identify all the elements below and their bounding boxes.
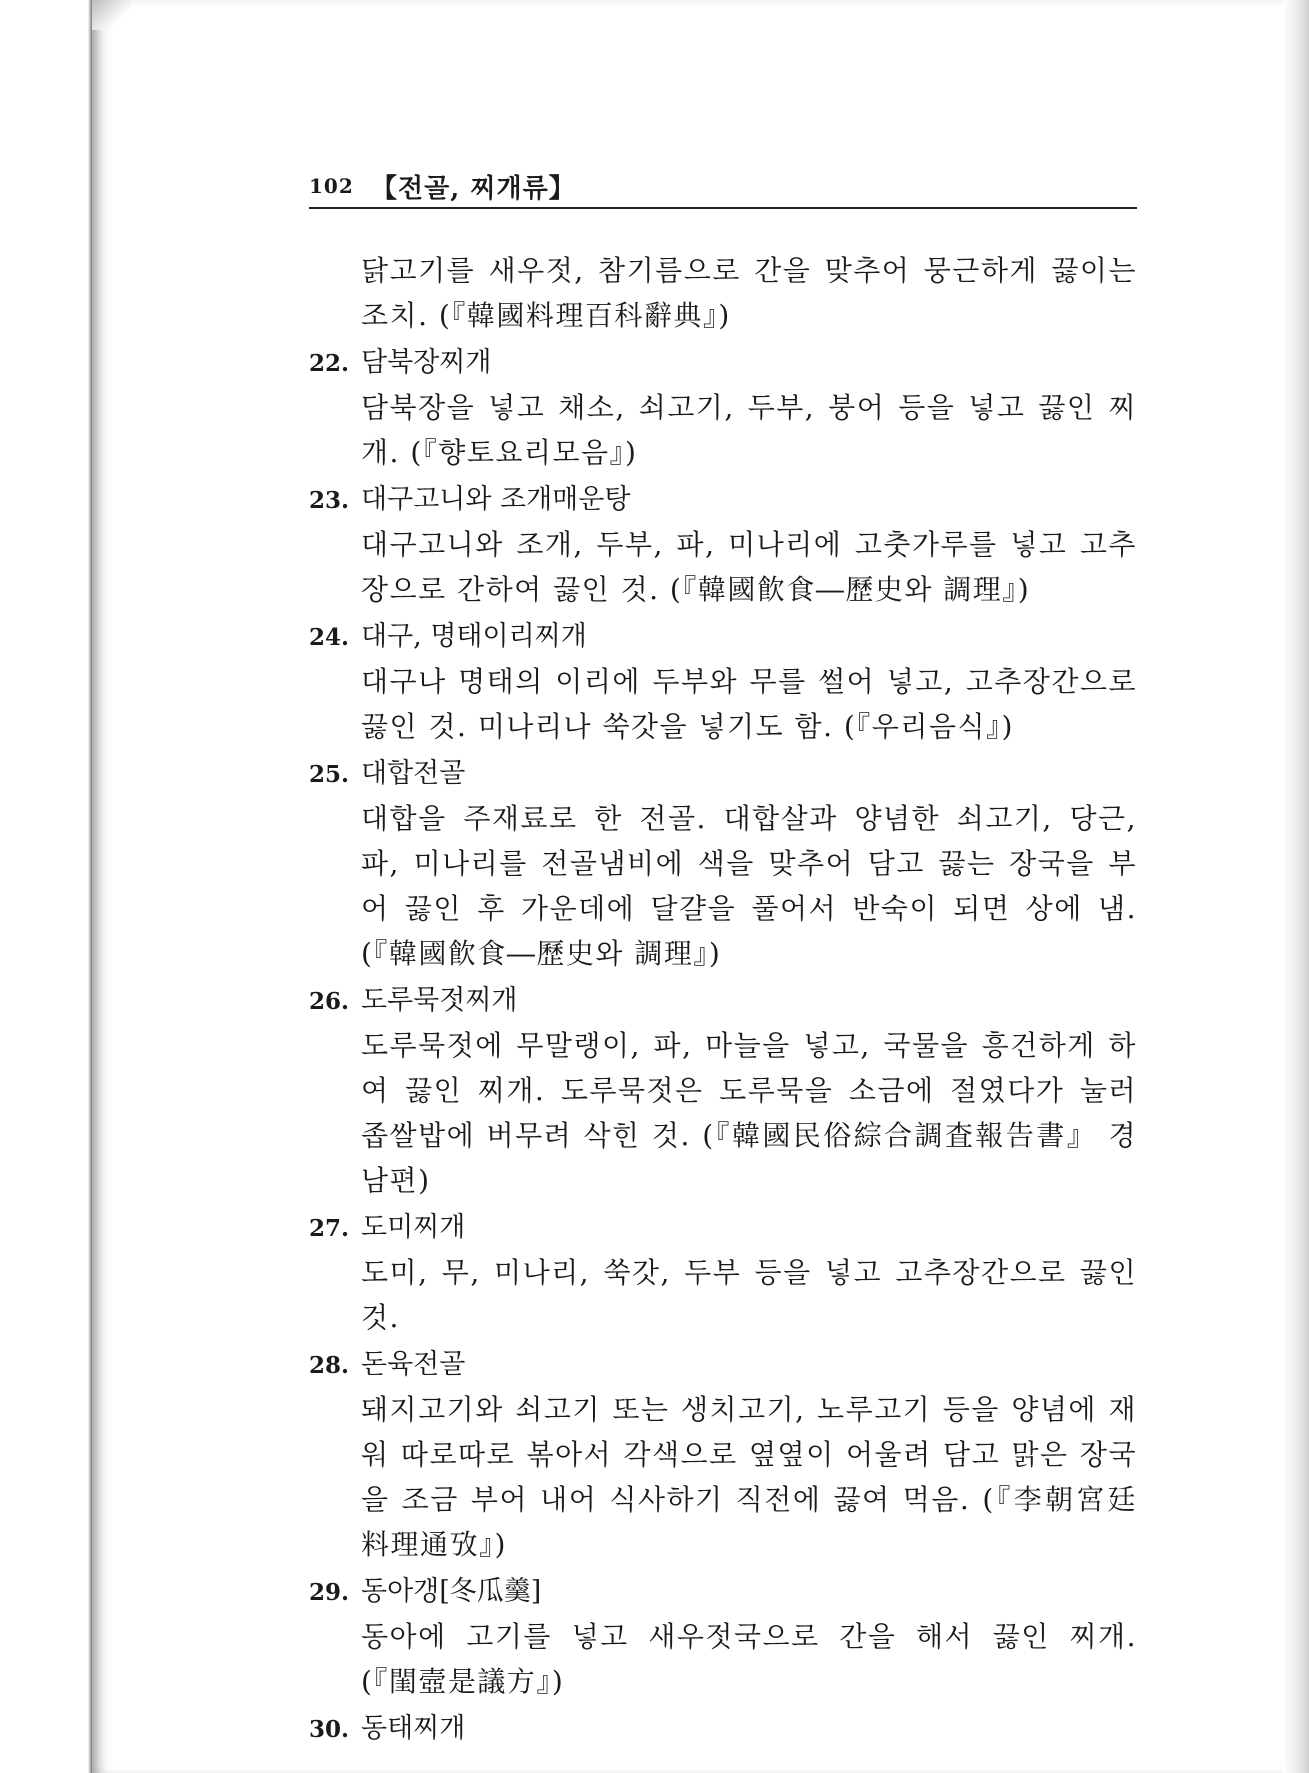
entry-body: 동아에 고기를 넣고 새우젓국으로 간을 해서 끓인 찌개. (『閨壼是議方』) bbox=[361, 1620, 1137, 1698]
page-corner bbox=[92, 0, 132, 30]
entry-title: 도루묵젓찌개 bbox=[361, 985, 518, 1016]
entry-heading bbox=[309, 1206, 1137, 1250]
entry-title: 동아갱[冬瓜羹] bbox=[361, 1576, 542, 1607]
entry-title: 동태찌개 bbox=[361, 1713, 466, 1744]
page-number: 102 bbox=[309, 174, 354, 198]
entry-title: 담북장찌개 bbox=[361, 347, 492, 378]
entry-body: 도루묵젓에 무말랭이, 파, 마늘을 넣고, 국물을 흥건하게 하여 끓인 찌개. 도루묵젓은 도루묵을 소금에 절였다가 눌러 좁쌀밥에 버무려 삭힌 것. (『韓國民俗綜合調査報告書』 경남편) bbox=[361, 1029, 1137, 1197]
entry-number: 29. bbox=[309, 1579, 350, 1606]
entry-heading bbox=[309, 1707, 1137, 1751]
page-content bbox=[309, 248, 1137, 1752]
entry-heading bbox=[309, 1343, 1137, 1387]
entry-22 bbox=[309, 341, 1137, 475]
entry-title: 도미찌개 bbox=[361, 1212, 466, 1243]
section-title: 【전골, 찌개류】 bbox=[371, 174, 576, 204]
entry-body: 도미, 무, 미나리, 쑥갓, 두부 등을 넣고 고추장간으로 끓인 것. bbox=[361, 1256, 1137, 1334]
entry-25 bbox=[309, 752, 1137, 976]
entry-number: 22. bbox=[309, 350, 350, 377]
entry-heading bbox=[309, 341, 1137, 385]
entry-number: 26. bbox=[309, 988, 350, 1015]
entry-title: 대합전골 bbox=[361, 758, 466, 789]
header-rule bbox=[309, 207, 1137, 209]
entry-body: 대합을 주재료로 한 전골. 대합살과 양념한 쇠고기, 당근, 파, 미나리를 전골냄비에 색을 맞추어 담고 끓는 장국을 부어 끓인 후 가운데에 달걀을 풀어서 반숙이 되면 상에 냄. (『韓國飮食―歷史와 調理』) bbox=[361, 802, 1137, 970]
continuation-text: 닭고기를 새우젓, 참기름으로 간을 맞추어 뭉근하게 끓이는 조치. (『韓國料理百科辭典』) bbox=[361, 254, 1137, 332]
entry-body: 담북장을 넣고 채소, 쇠고기, 두부, 붕어 등을 넣고 끓인 찌개. (『향토요리모음』) bbox=[361, 391, 1137, 469]
entry-27 bbox=[309, 1206, 1137, 1340]
entry-body: 대구고니와 조개, 두부, 파, 미나리에 고춧가루를 넣고 고추장으로 간하여 끓인 것. (『韓國飮食―歷史와 調理』) bbox=[361, 528, 1137, 606]
entry-26 bbox=[309, 979, 1137, 1203]
entry-number: 27. bbox=[309, 1215, 350, 1242]
entry-heading bbox=[309, 979, 1137, 1023]
entry-number: 30. bbox=[309, 1716, 350, 1743]
entry-number: 23. bbox=[309, 487, 350, 514]
entry-heading bbox=[309, 478, 1137, 522]
entry-30 bbox=[309, 1707, 1137, 1751]
entry-29 bbox=[309, 1570, 1137, 1704]
entry-heading bbox=[309, 615, 1137, 659]
entry-title: 대구, 명태이리찌개 bbox=[361, 621, 587, 652]
entry-title: 대구고니와 조개매운탕 bbox=[361, 484, 631, 515]
entry-number: 28. bbox=[309, 1352, 350, 1379]
entry-28 bbox=[309, 1343, 1137, 1567]
entry-23 bbox=[309, 478, 1137, 612]
entry-heading bbox=[309, 1570, 1137, 1614]
entry-body: 돼지고기와 쇠고기 또는 생치고기, 노루고기 등을 양념에 재워 따로따로 볶아서 각색으로 옆옆이 어울려 담고 맑은 장국을 조금 부어 내어 식사하기 직전에 끓여 먹음. (『李朝宮廷料理通攷』) bbox=[361, 1393, 1137, 1561]
entry-number: 24. bbox=[309, 624, 350, 651]
entry-heading bbox=[309, 752, 1137, 796]
entry-title: 돈육전골 bbox=[361, 1349, 466, 1380]
entry-24 bbox=[309, 615, 1137, 749]
running-head bbox=[309, 168, 1137, 208]
page-right-edge bbox=[1283, 0, 1309, 1773]
entry-body: 대구나 명태의 이리에 두부와 무를 썰어 넣고, 고추장간으로 끓인 것. 미나리나 쑥갓을 넣기도 함. (『우리음식』) bbox=[361, 665, 1137, 743]
entry-number: 25. bbox=[309, 761, 350, 788]
